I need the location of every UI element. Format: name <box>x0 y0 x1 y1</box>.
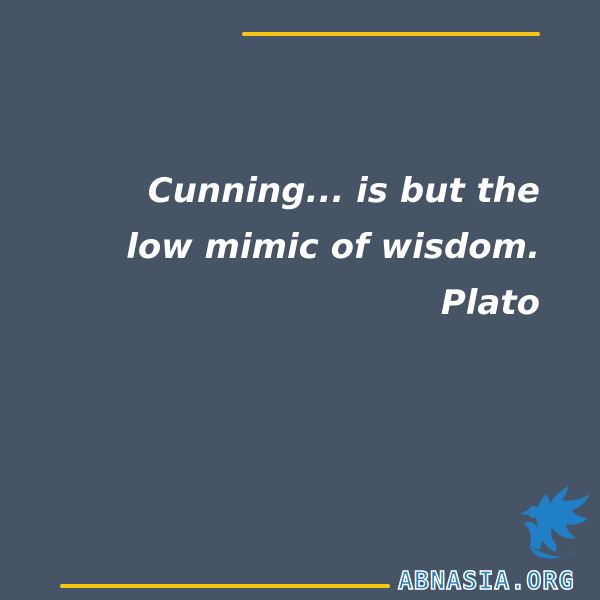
griffin-icon <box>516 484 594 570</box>
brand-wordmark: ABNASIA.ORG <box>398 566 575 595</box>
quote-author: Plato <box>440 283 540 324</box>
top-accent-line <box>242 32 540 36</box>
quote-line-2: low mimic of wisdom. <box>126 227 540 268</box>
quote-block <box>60 163 540 331</box>
bottom-accent-line <box>60 584 390 588</box>
quote-line-1: Cunning... is but the <box>147 171 540 211</box>
brand-logo <box>392 484 600 600</box>
